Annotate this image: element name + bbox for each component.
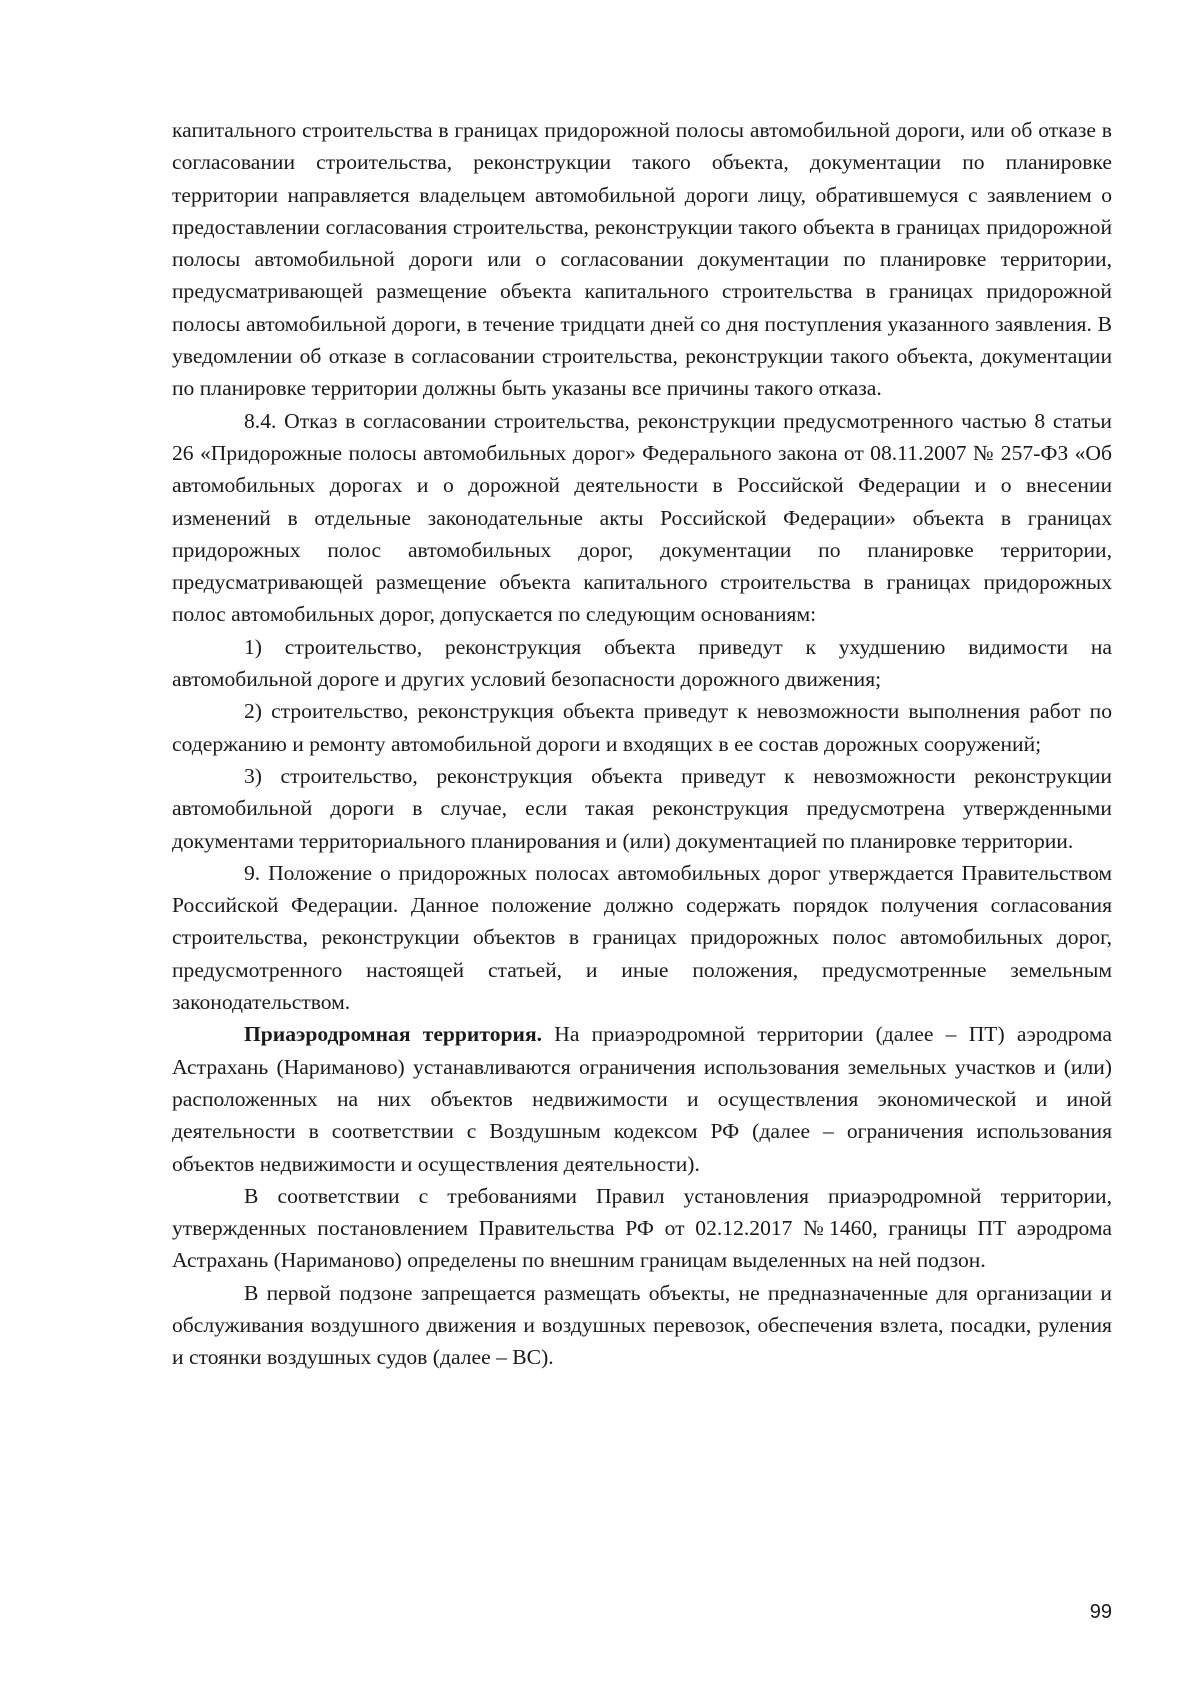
list-item-ground-3: 3) строительство, реконструкция объекта приведут к невозможности реконструкции автомобильной дороги в случае, если такая реконструкция предусмотрена утвержденными документами территориального планирования и (или) документацией по планировке территории. — [172, 763, 1112, 853]
paragraph-approval-notice: капитального строительства в границах придорожной полосы автомобильной дороги, или об отказе в согласовании строительства, реконструкции такого объекта, документации по планировке территории направляется владельцем автомобильной дороги лицу, обратившемуся с заявлением о предоставлении согласования строительства, реконструкции такого объекта в границах придорожной полосы автомобильной дороги или о согласовании документации по планировке территории, предусматривающей размещение объекта капитального строительства в границах придорожной полосы автомобильной дороги, в течение тридцати дней со дня поступления указанного заявления. В уведомлении об отказе в согласовании строительства, реконструкции такого объекта, документации по планировке территории должны быть указаны все причины такого отказа. — [172, 118, 1112, 401]
list-item-ground-2: 2) строительство, реконструкция объекта приведут к невозможности выполнения работ по содержанию и ремонту автомобильной дороги и входящих в ее состав дорожных сооружений; — [172, 699, 1112, 756]
page-number: 99 — [1089, 1601, 1112, 1623]
document-body — [172, 114, 1112, 1374]
paragraph-clause-8-4: 8.4. Отказ в согласовании строительства, реконструкции предусмотренного частью 8 статьи 26 «Придорожные полосы автомобильных дорог» Федерального закона от 08.11.2007 № 257-ФЗ «Об автомобильных дорогах и о дорожной деятельности в Российской Федерации и о внесении изменений в отдельные законодательные акты Российской Федерации» объекта в границах придорожных полос автомобильных дорог, документации по планировке территории, предусматривающей размещение объекта капитального строительства в границах придорожных полос автомобильных дорог, допускается по следующим основаниям: — [172, 408, 1112, 627]
paragraph-airfield-territory-text: На приаэродромной территории (далее – ПТ) аэродрома Астрахань (Нариманово) устанавливаются ограничения использования земельных участков и (или) расположенных на них объектов недвижимости и осуществления экономической и иной деятельности в соответствии с Воздушным кодексом РФ (далее – ограничения использования объектов недвижимости и осуществления деятельности). — [172, 1022, 1112, 1176]
list-item-ground-1: 1) строительство, реконструкция объекта приведут к ухудшению видимости на автомобильной дороге и других условий безопасности дорожного движения; — [172, 634, 1112, 692]
paragraph-first-subzone: В первой подзоне запрещается размещать объекты, не предназначенные для организации и обслуживания воздушного движения и воздушных перевозок, обеспечения взлета, посадки, руления и стоянки воздушных судов (далее – ВС). — [172, 1280, 1112, 1370]
paragraph-airfield-territory — [172, 1018, 1112, 1179]
paragraph-rules-reference: В соответствии с требованиями Правил установления приаэродромной территории, утвержденных постановлением Правительства РФ от 02.12.2017 №1460, границы ПТ аэродрома Астрахань (Нариманово) определены по внешним границам выделенных на ней подзон. — [172, 1183, 1112, 1273]
paragraph-clause-9: 9. Положение о придорожных полосах автомобильных дорог утверждается Правительством Российской Федерации. Данное положение должно содержать порядок получения согласования строительства, реконструкции объектов в границах придорожных полос автомобильных дорог, предусмотренного настоящей статьей, и иные положения, предусмотренные земельным законодательством. — [172, 860, 1112, 1015]
section-heading-airfield-territory: Приаэродромная территория. — [244, 1022, 543, 1047]
